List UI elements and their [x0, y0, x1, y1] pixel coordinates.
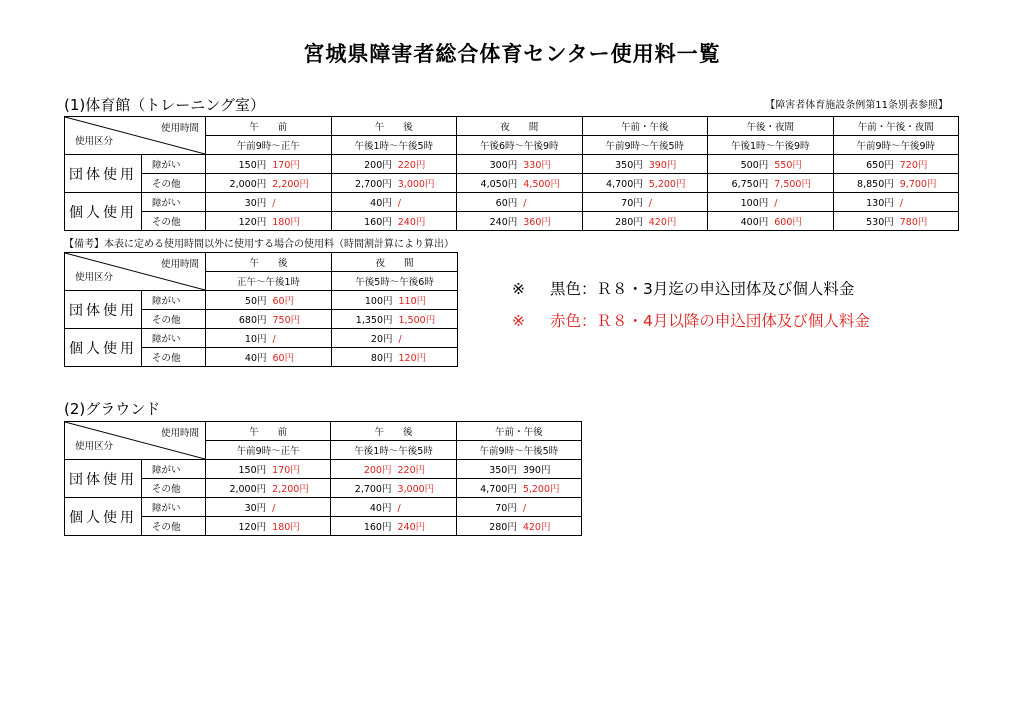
fee-new: /: [272, 334, 276, 345]
fee-cell: [206, 174, 332, 193]
fee-current: 530円: [866, 217, 894, 228]
fee-new: /: [522, 503, 527, 514]
period-name: 午 前: [206, 117, 332, 136]
fee-new: 550円: [774, 160, 802, 171]
sub-category: その他: [142, 348, 206, 367]
fee-current: 650円: [866, 160, 894, 171]
fee-cell: [582, 155, 708, 174]
fee-current: 350円: [489, 465, 517, 476]
fee-new: 2,200円: [272, 484, 309, 495]
fee-cell: [331, 193, 457, 212]
period-name: 午前・午後: [582, 117, 708, 136]
fee-current: 60円: [495, 198, 518, 209]
fee-cell: [708, 193, 834, 212]
period-name: 午 後: [206, 253, 332, 272]
remarks-note: 【備考】本表に定める使用時間以外に使用する場合の使用料（時間割計算により算出）: [64, 239, 454, 250]
fee-cell: [457, 193, 583, 212]
sub-category: 障がい: [142, 193, 206, 212]
fee-new: 170円: [272, 465, 300, 476]
fee-current: 200円: [363, 465, 392, 476]
fee-current: 300円: [489, 160, 518, 171]
fee-current: 100円: [364, 296, 393, 307]
sub-category: 障がい: [142, 291, 206, 310]
corner-category-label: 使用区分: [75, 272, 114, 283]
fee-current: 40円: [369, 503, 392, 514]
fee-cell: [833, 174, 959, 193]
table-row: [65, 212, 959, 231]
fee-new: 3,000円: [397, 179, 435, 190]
fee-current: 120円: [238, 522, 267, 533]
fee-cell: [331, 155, 457, 174]
fee-current: 200円: [364, 160, 392, 171]
period-name: 午前・午後: [456, 422, 581, 441]
legend-black: [512, 277, 854, 299]
sub-category: その他: [142, 517, 206, 536]
fee-cell: [206, 212, 332, 231]
fee-new: 750円: [272, 315, 301, 326]
legend-red: [512, 309, 870, 331]
legend-red-text: 赤色：Ｒ８・4月以降の申込団体及び個人料金: [550, 312, 870, 330]
fee-current: 240円: [489, 217, 518, 228]
fee-new: 420円: [522, 522, 551, 533]
gym-extra-fee-table: [64, 252, 458, 367]
fee-cell: [456, 460, 581, 479]
period-time: 午前9時～午後9時: [833, 136, 959, 155]
period-time: 午前9時～正午: [206, 136, 332, 155]
table-row: [65, 174, 959, 193]
fee-new: 9,700円: [899, 179, 937, 190]
fee-cell: [456, 479, 581, 498]
period-name: 夜 間: [332, 253, 458, 272]
fee-current: 130円: [866, 198, 894, 209]
period-name: 午 後: [331, 422, 456, 441]
gym-fee-table: [64, 116, 959, 231]
fee-new: 3,000円: [397, 484, 435, 495]
fee-cell: [457, 155, 583, 174]
table-row: [65, 291, 458, 310]
period-name: 午前・午後・夜間: [833, 117, 959, 136]
fee-cell: [833, 155, 959, 174]
fee-new: 180円: [272, 522, 300, 533]
table-row: [65, 193, 959, 212]
fee-current: 350円: [615, 160, 643, 171]
fee-new: /: [648, 198, 652, 209]
fee-current: 8,850円: [857, 179, 894, 190]
fee-current: 150円: [238, 465, 267, 476]
ordinance-reference: 【障害者体育施設条例第11条別表参照】: [765, 100, 948, 111]
ground-fee-table: [64, 421, 582, 536]
group-label: 個人使用: [65, 329, 142, 367]
table-row: [65, 329, 458, 348]
fee-new: 120円: [398, 353, 427, 364]
table-row: [65, 517, 582, 536]
fee-cell: [206, 498, 331, 517]
fee-cell: [332, 329, 458, 348]
fee-new: /: [774, 198, 778, 209]
fee-new: 60円: [272, 353, 295, 364]
period-time: 午後1時～午後5時: [331, 441, 456, 460]
fee-new: /: [272, 503, 276, 514]
fee-cell: [332, 291, 458, 310]
group-label: 団体使用: [65, 155, 142, 193]
sub-category: 障がい: [142, 155, 206, 174]
fee-current: 4,050円: [480, 179, 518, 190]
fee-cell: [206, 460, 331, 479]
table-row: [65, 479, 582, 498]
legend-mark: ※: [512, 312, 525, 330]
fee-current: 1,350円: [355, 315, 393, 326]
fee-new: 240円: [397, 522, 426, 533]
fee-cell: [331, 174, 457, 193]
period-time: 午前9時～午後5時: [456, 441, 581, 460]
table-row: [65, 460, 582, 479]
fee-cell: [206, 517, 331, 536]
fee-new: 330円: [523, 160, 551, 171]
period-name: 夜 間: [457, 117, 583, 136]
fee-new: /: [398, 334, 402, 345]
fee-current: 120円: [238, 217, 267, 228]
fee-current: 80円: [370, 353, 393, 364]
section-ground-label: (2)グラウンド: [64, 400, 161, 418]
fee-cell: [331, 517, 456, 536]
fee-current: 160円: [363, 522, 392, 533]
fee-cell: [206, 329, 332, 348]
fee-cell: [708, 155, 834, 174]
corner-time-label: 使用時間: [160, 259, 199, 270]
header-corner: [65, 422, 206, 460]
corner-time-label: 使用時間: [160, 123, 199, 134]
fee-cell: [332, 310, 458, 329]
fee-cell: [331, 212, 457, 231]
fee-new: 180円: [272, 217, 300, 228]
fee-new: 170円: [272, 160, 300, 171]
fee-new: /: [523, 198, 527, 209]
fee-current: 4,700円: [606, 179, 643, 190]
legend-mark: ※: [512, 280, 525, 298]
fee-current: 2,000円: [229, 484, 267, 495]
sub-category: 障がい: [142, 460, 206, 479]
period-time: 午後1時～午後9時: [708, 136, 834, 155]
table-row: [65, 498, 582, 517]
group-label: 団体使用: [65, 291, 142, 329]
page-title: 宮城県障害者総合体育センター使用料一覧: [303, 42, 721, 66]
fee-cell: [206, 348, 332, 367]
fee-current: 100円: [740, 198, 769, 209]
fee-current: 70円: [495, 503, 517, 514]
fee-current: 400円: [740, 217, 769, 228]
fee-new: 220円: [397, 160, 426, 171]
fee-cell: [457, 212, 583, 231]
fee-current: 150円: [238, 160, 267, 171]
fee-current: 280円: [615, 217, 643, 228]
fee-new: 4,500円: [523, 179, 560, 190]
fee-new: /: [397, 503, 401, 514]
header-corner: [65, 117, 206, 155]
fee-current: 2,700円: [355, 179, 392, 190]
fee-new: 240円: [397, 217, 426, 228]
sub-category: 障がい: [142, 329, 206, 348]
fee-cell: [206, 291, 332, 310]
section-gym-label: (1)体育館（トレーニング室）: [64, 96, 265, 114]
fee-new: 780円: [899, 217, 928, 228]
fee-current: 20円: [370, 334, 393, 345]
fee-current: 10円: [244, 334, 267, 345]
fee-new: 7,500円: [774, 179, 811, 190]
fee-cell: [708, 174, 834, 193]
fee-current: 50円: [244, 296, 267, 307]
fee-cell: [833, 193, 959, 212]
corner-category-label: 使用区分: [75, 441, 114, 452]
fee-new: 1,500円: [398, 315, 436, 326]
fee-new: 220円: [397, 465, 426, 476]
period-name: 午後・夜間: [708, 117, 834, 136]
period-time: 午後1時～午後5時: [331, 136, 457, 155]
fee-current: 30円: [244, 198, 267, 209]
fee-cell: [582, 174, 708, 193]
legend-black-text: 黒色：Ｒ８・3月迄の申込団体及び個人料金: [550, 280, 855, 298]
group-label: 個人使用: [65, 498, 142, 536]
fee-new: 390円: [648, 160, 677, 171]
fee-current: 160円: [364, 217, 392, 228]
sub-category: 障がい: [142, 498, 206, 517]
period-name: 午 前: [206, 422, 331, 441]
fee-current: 6,750円: [731, 179, 769, 190]
fee-cell: [582, 193, 708, 212]
fee-new: 720円: [899, 160, 928, 171]
fee-new: 420円: [648, 217, 677, 228]
fee-new: 110円: [398, 296, 427, 307]
sub-category: その他: [142, 479, 206, 498]
fee-new: 360円: [523, 217, 551, 228]
sub-category: その他: [142, 212, 206, 231]
fee-cell: [456, 517, 581, 536]
fee-current: 500円: [740, 160, 769, 171]
fee-new: 60円: [272, 296, 295, 307]
fee-new: 390円: [522, 465, 551, 476]
group-label: 団体使用: [65, 460, 142, 498]
corner-time-label: 使用時間: [160, 428, 199, 439]
header-corner: [65, 253, 206, 291]
period-time: 午前9時～午後5時: [582, 136, 708, 155]
fee-new: /: [397, 198, 401, 209]
fee-current: 30円: [244, 503, 267, 514]
fee-current: 4,700円: [480, 484, 517, 495]
fee-new: /: [272, 198, 276, 209]
fee-cell: [206, 193, 332, 212]
fee-current: 70円: [621, 198, 643, 209]
fee-cell: [582, 212, 708, 231]
fee-new: 5,200円: [648, 179, 686, 190]
fee-cell: [206, 479, 331, 498]
group-label: 個人使用: [65, 193, 142, 231]
fee-current: 40円: [370, 198, 392, 209]
fee-new: 600円: [774, 217, 802, 228]
fee-new: /: [899, 198, 903, 209]
fee-cell: [206, 155, 332, 174]
sub-category: その他: [142, 310, 206, 329]
fee-cell: [331, 498, 456, 517]
table-row: [65, 155, 959, 174]
period-name: 午 後: [331, 117, 457, 136]
fee-current: 680円: [238, 315, 267, 326]
fee-cell: [331, 460, 456, 479]
fee-cell: [331, 479, 456, 498]
fee-cell: [457, 174, 583, 193]
fee-new: 2,200円: [272, 179, 309, 190]
period-time: 午前9時～正午: [206, 441, 331, 460]
period-time: 午後5時～午後6時: [332, 272, 458, 291]
fee-current: 40円: [244, 353, 267, 364]
period-time: 正午～午後1時: [206, 272, 332, 291]
fee-current: 2,000円: [229, 179, 267, 190]
corner-category-label: 使用区分: [75, 136, 114, 147]
fee-new: 5,200円: [522, 484, 560, 495]
fee-cell: [833, 212, 959, 231]
sub-category: その他: [142, 174, 206, 193]
fee-cell: [456, 498, 581, 517]
fee-cell: [332, 348, 458, 367]
period-time: 午後6時～午後9時: [457, 136, 583, 155]
fee-current: 2,700円: [354, 484, 392, 495]
fee-cell: [708, 212, 834, 231]
fee-current: 280円: [489, 522, 517, 533]
fee-cell: [206, 310, 332, 329]
